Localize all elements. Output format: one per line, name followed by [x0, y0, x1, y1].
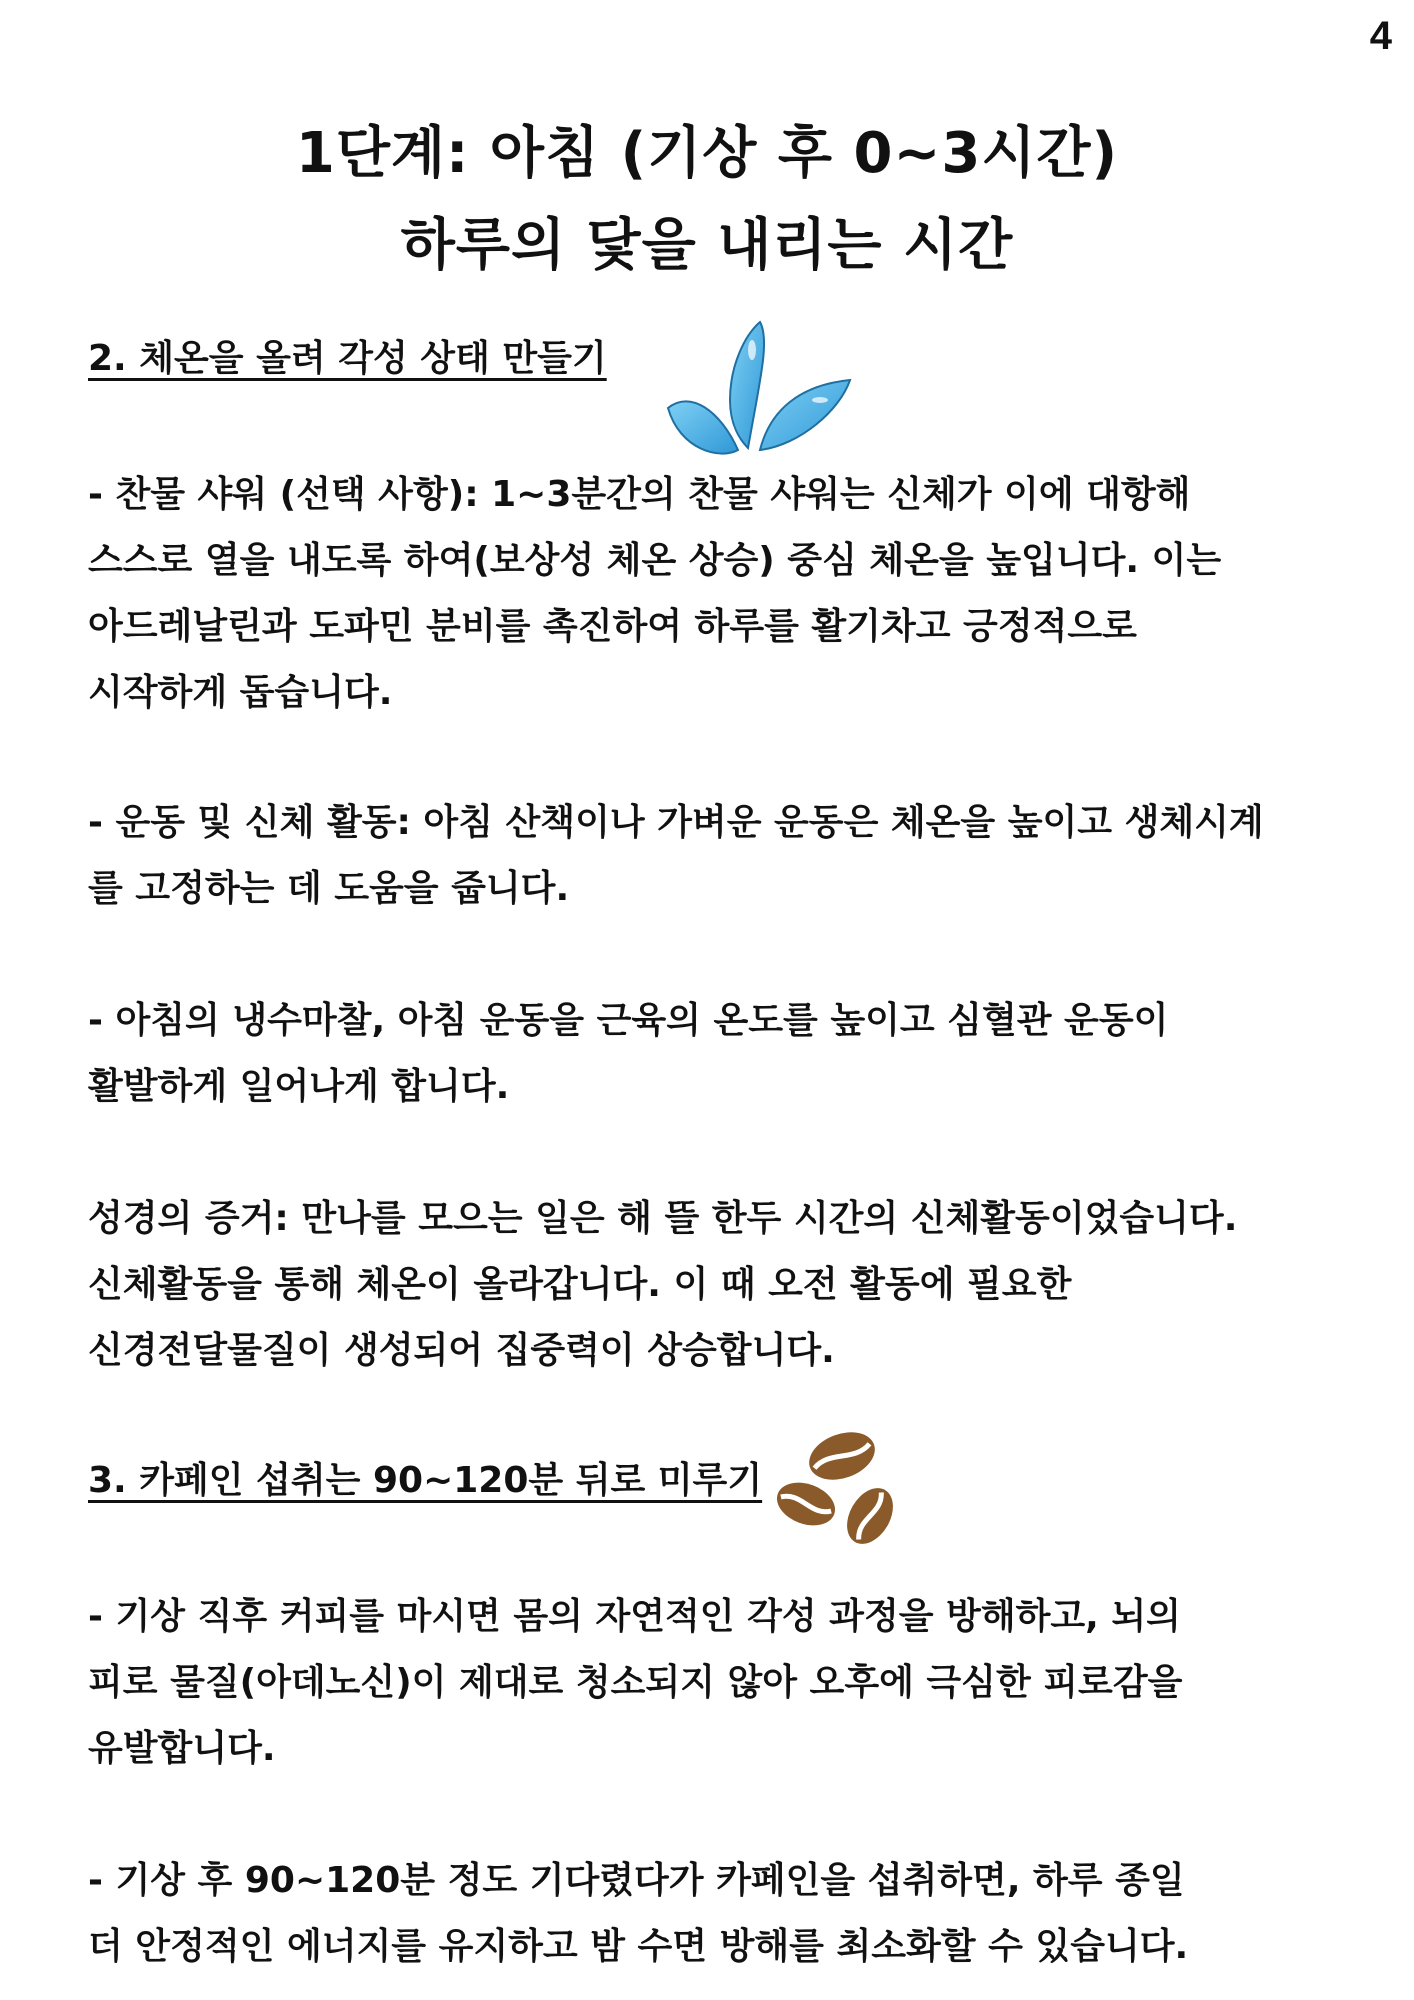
- section-2-heading: 2. 체온을 올려 각성 상태 만들기: [88, 338, 607, 379]
- text-line: 성경의 증거: 만나를 모으는 일은 해 뜰 한두 시간의 신체활동이었습니다.: [88, 1198, 1238, 1239]
- text-line: 유발합니다.: [88, 1728, 276, 1769]
- text-line: 피로 물질(아데노신)이 제대로 청소되지 않아 오후에 극심한 피로감을: [88, 1662, 1183, 1703]
- text-line: 시작하게 돕습니다.: [88, 672, 393, 713]
- paragraph-cold-rub: [88, 988, 1358, 1120]
- text-line: 아드레날린과 도파민 분비를 촉진하여 하루를 활기차고 긍정적으로: [88, 606, 1137, 647]
- page-number: 4: [1369, 14, 1392, 58]
- paragraph-bible-evidence: [88, 1186, 1358, 1384]
- coffee-beans-icon: [770, 1420, 910, 1550]
- text-line: - 아침의 냉수마찰, 아침 운동을 근육의 온도를 높이고 심혈관 운동이: [88, 1000, 1169, 1041]
- text-line: 를 고정하는 데 도움을 줍니다.: [88, 868, 570, 909]
- section-3-heading: 3. 카페인 섭취는 90~120분 뒤로 미루기: [88, 1460, 763, 1501]
- paragraph-coffee-effect: [88, 1584, 1358, 1782]
- page-title: [0, 108, 1414, 292]
- title-line-1: 1단계: 아침 (기상 후 0~3시간): [295, 121, 1119, 186]
- text-line: 활발하게 일어나게 합니다.: [88, 1066, 510, 1107]
- text-line: 더 안정적인 에너지를 유지하고 밤 수면 방해를 최소화할 수 있습니다.: [88, 1926, 1189, 1967]
- text-line: - 운동 및 신체 활동: 아침 산책이나 가벼운 운동은 체온을 높이고 생체시계: [88, 802, 1264, 843]
- paragraph-coffee-timing: [88, 1848, 1358, 1980]
- text-line: - 기상 후 90~120분 정도 기다렸다가 카페인을 섭취하면, 하루 종일: [88, 1860, 1185, 1901]
- text-line: 스스로 열을 내도록 하여(보상성 체온 상승) 중심 체온을 높입니다. 이는: [88, 540, 1222, 581]
- paragraph-cold-shower: [88, 462, 1358, 726]
- text-line: 신경전달물질이 생성되어 집중력이 상승합니다.: [88, 1330, 835, 1371]
- water-splash-icon: [660, 320, 860, 470]
- text-line: 신체활동을 통해 체온이 올라갑니다. 이 때 오전 활동에 필요한: [88, 1264, 1072, 1305]
- text-line: - 찬물 샤워 (선택 사항): 1~3분간의 찬물 샤워는 신체가 이에 대항해: [88, 474, 1191, 515]
- text-line: - 기상 직후 커피를 마시면 몸의 자연적인 각성 과정을 방해하고, 뇌의: [88, 1596, 1181, 1637]
- title-line-2: 하루의 닻을 내리는 시간: [400, 213, 1014, 278]
- paragraph-exercise: [88, 790, 1358, 922]
